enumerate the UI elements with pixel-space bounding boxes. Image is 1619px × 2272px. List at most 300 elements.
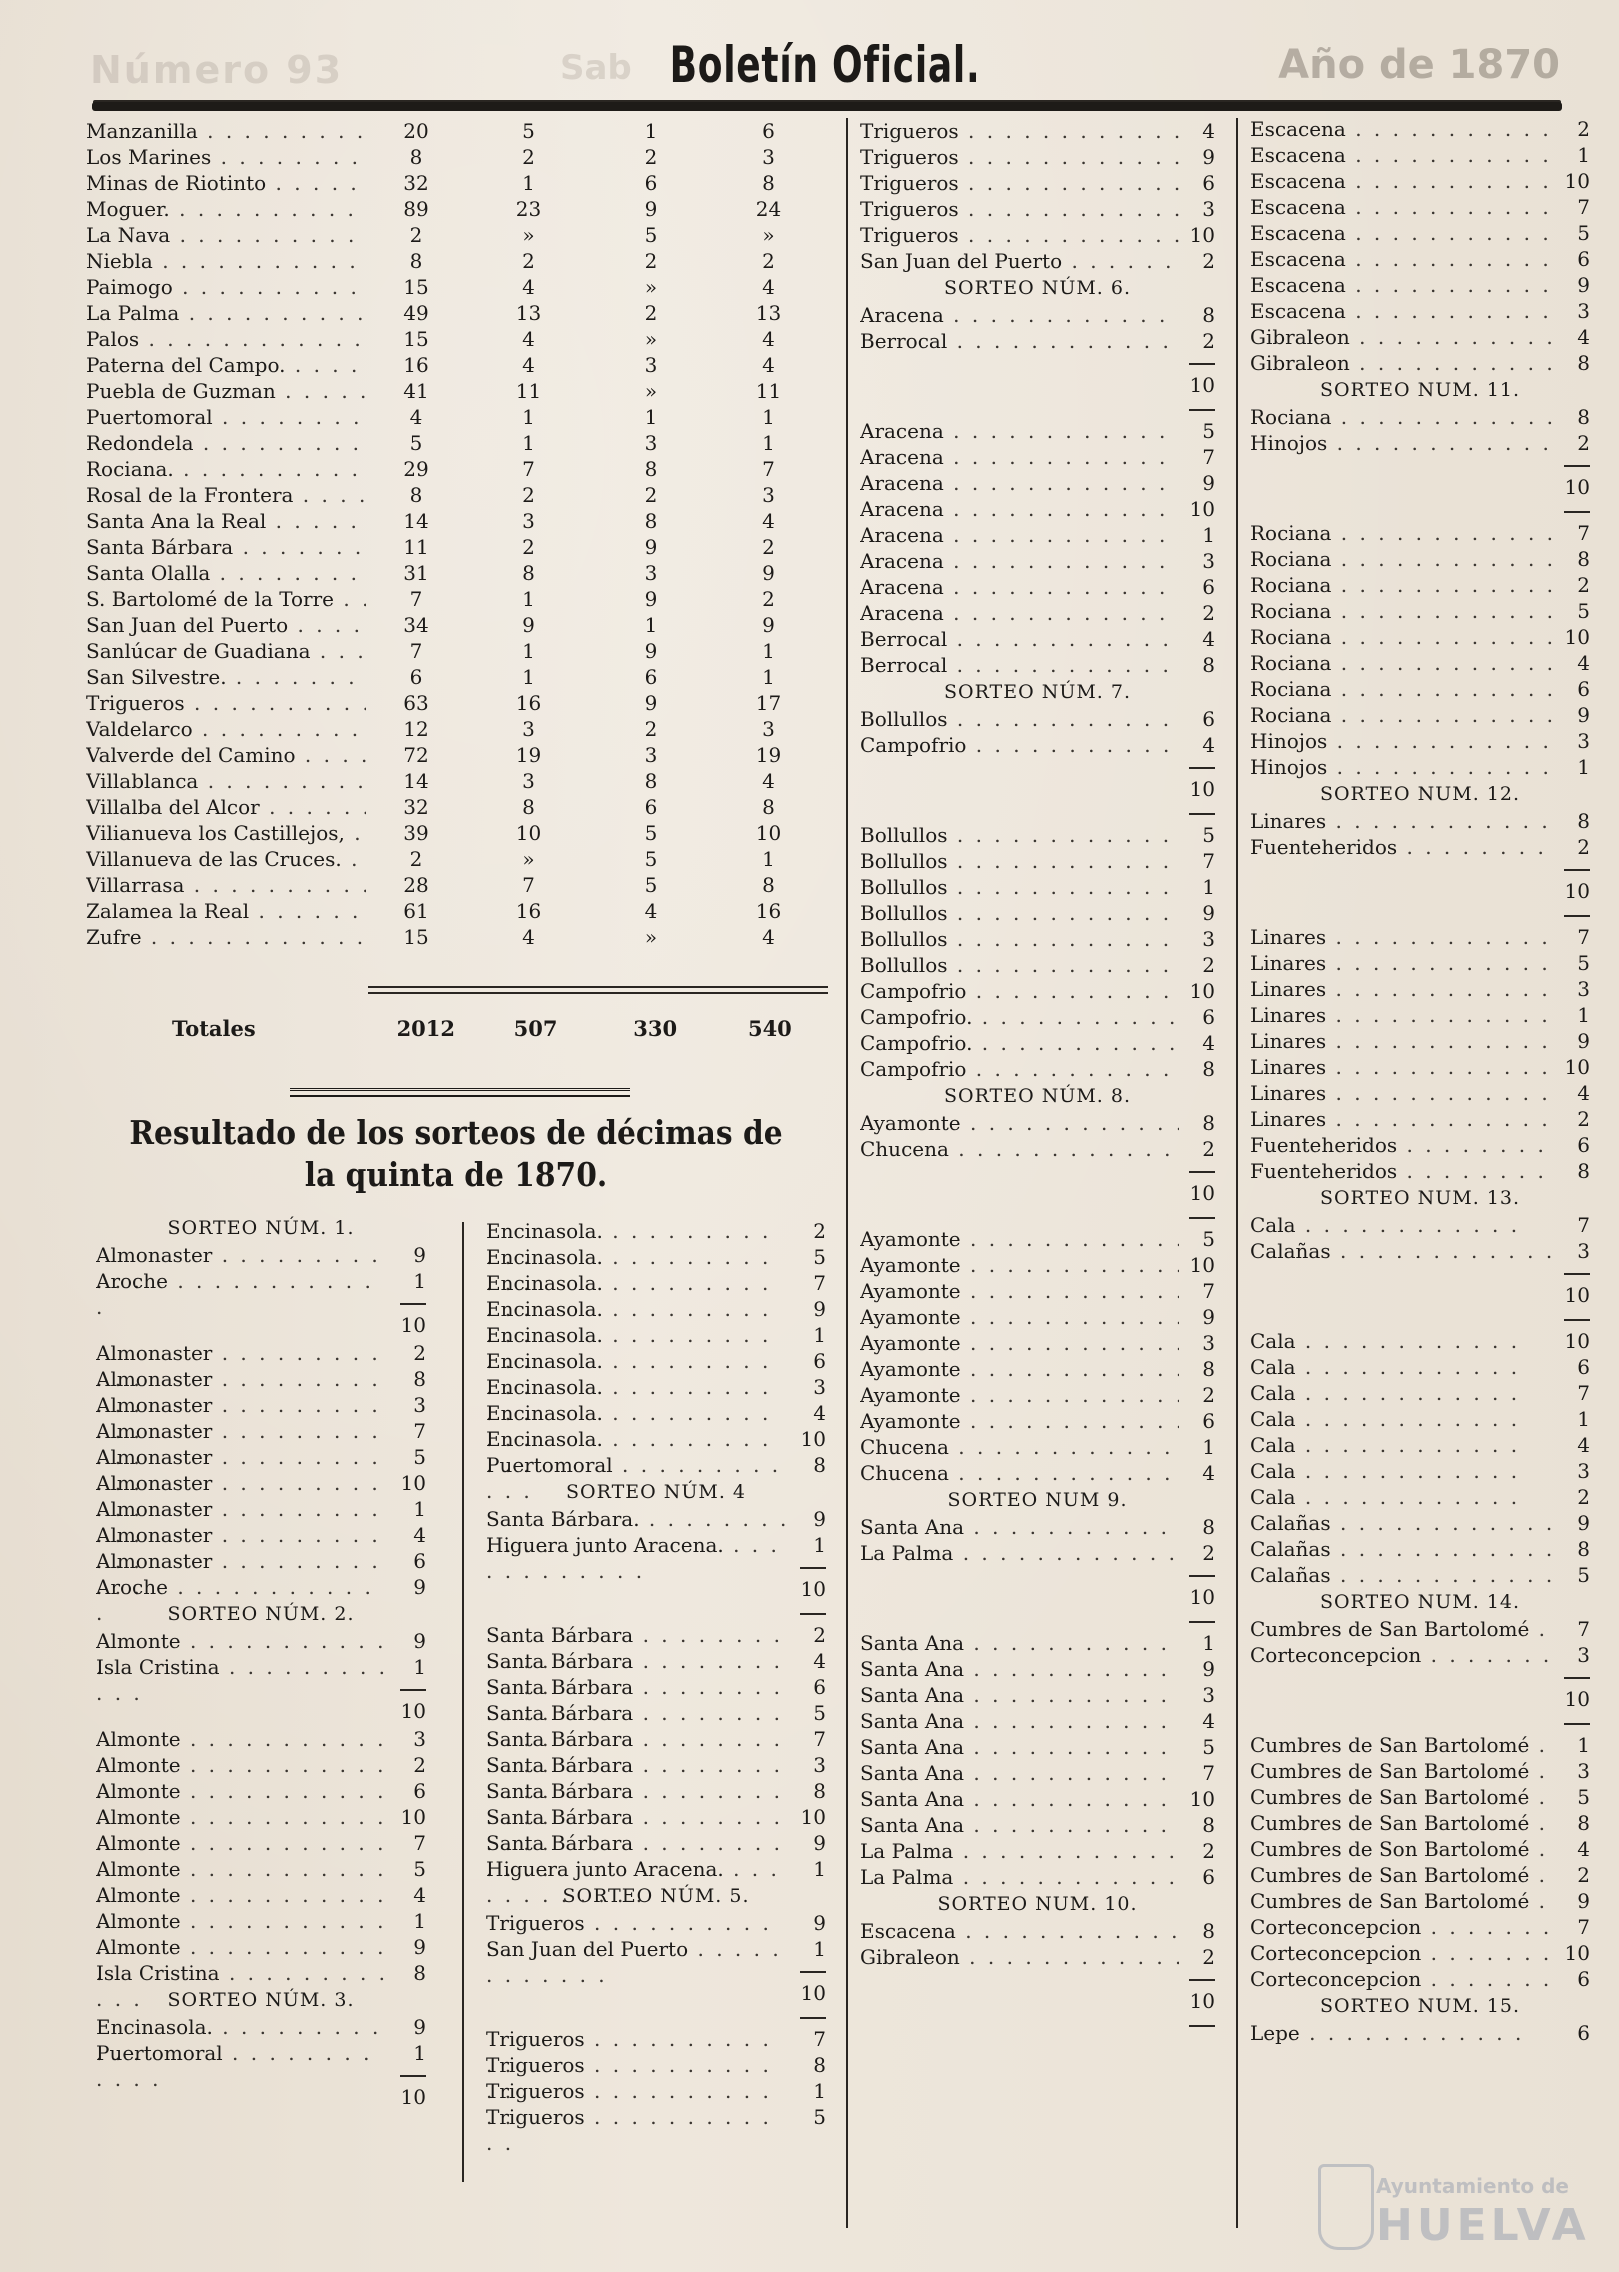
value-col-4: 8 [762,171,775,195]
list-item [860,196,1215,222]
town-name: Almonaster . [96,1444,390,1496]
list-item [1250,1028,1590,1054]
value-col-4: 3 [762,483,775,507]
draw-number: 1 [813,1937,826,1961]
value-col-1: 89 [403,197,429,221]
town-name: Almonaster . [96,1366,390,1418]
value-col-1: 8 [409,249,423,273]
town-name: Redondela . [86,430,366,456]
list-item [486,1910,826,1936]
town-name: Cumbres de San Bartolomé . [1250,1784,1554,1810]
list-item [96,1830,426,1856]
sorteo-total [1250,1282,1590,1310]
list-item [96,1574,426,1600]
draw-number: 10 [1189,497,1215,521]
value-col-4: 1 [762,639,775,663]
draw-number: 2 [1202,1137,1215,1161]
value-col-1: 63 [403,691,429,715]
value-col-4: 3 [762,717,775,741]
town-name: Linares . [1250,808,1554,834]
draw-number: 6 [413,1549,426,1573]
table-row [86,638,826,664]
town-name: Puertomoral . [86,404,366,430]
draw-number: 9 [813,1297,826,1321]
list-item [1250,1862,1590,1888]
value-col-3: 9 [644,587,658,611]
town-name: Corteconcepcion . [1250,1914,1554,1940]
value-col-1: 2 [409,223,423,247]
draw-number: 5 [1202,419,1215,443]
value-col-4: 19 [755,743,782,767]
list-item [1250,834,1590,860]
town-name: Rociana . [1250,520,1554,546]
list-item [860,118,1215,144]
value-col-4: 1 [762,847,775,871]
town-name: Encinasola. . [486,1296,790,1348]
sorteo-total [860,776,1215,804]
town-name: San Juan del Puerto . [860,248,1179,274]
list-item [860,1760,1215,1786]
sorteo-heading: SORTEO NÚM. 4 [566,1481,746,1503]
draw-number: 9 [1577,1511,1590,1535]
table-row [86,586,826,612]
value-col-1: 12 [403,717,429,741]
list-item [486,1244,826,1270]
draw-number: 7 [813,2027,826,2051]
sorteo-heading: SORTEO NÚM. 2. [167,1603,355,1625]
draw-number: 9 [813,1507,826,1531]
draw-number: 7 [1202,445,1215,469]
town-name: Villalba del Alcor . [86,794,366,820]
draw-number: 2 [413,1341,426,1365]
value-col-3: 2 [644,249,658,273]
totals-value-3: 330 [633,1016,678,1041]
list-item [1250,430,1590,456]
town-name: Trigueros . [486,2052,790,2104]
value-col-1: 15 [403,327,429,351]
list-item [860,170,1215,196]
town-name: Corteconcepcion . [1250,1642,1554,1668]
value-col-4: 4 [762,925,775,949]
draw-number: 7 [1202,1279,1215,1303]
town-name: Santa Bárbara . [486,1648,790,1700]
draw-number: 2 [1202,953,1215,977]
draw-number: 10 [1564,1329,1590,1353]
value-col-2: 13 [515,301,542,325]
draw-number: 3 [1202,1331,1215,1355]
sorteo-heading: SORTEO NUM. 14. [1319,1591,1521,1613]
list-item [1250,1406,1590,1432]
draw-number: 10 [1189,1253,1215,1277]
list-item [96,1856,426,1882]
sorteo-total [860,372,1215,400]
draw-number: 1 [1202,1631,1215,1655]
value-col-4: 24 [755,197,782,221]
town-name: Gibraleon . [860,1944,1179,1970]
value-col-2: » [522,847,535,871]
sorteo-heading: SORTEO NÚM. 6. [943,277,1132,299]
total-value: 10 [1189,1181,1215,1205]
list-item [1250,1132,1590,1158]
list-item [96,1628,426,1654]
draw-number: 2 [1202,1839,1215,1863]
totals-rule [368,986,828,988]
town-name: Escacena . [1250,168,1554,194]
list-item [860,1252,1215,1278]
list-item [96,2040,426,2066]
town-name: Manzanilla . [86,118,366,144]
town-name: Almonaster . [96,1470,390,1522]
value-col-3: 3 [644,743,658,767]
value-col-4: 9 [762,613,775,637]
sorteo-heading: SORTEO NÚM. 5. [562,1885,750,1907]
draw-number: 8 [1202,1111,1215,1135]
sorteo-heading: SORTEO NÚM. 3. [167,1989,355,2011]
draw-number: 5 [1202,823,1215,847]
draw-number: 7 [1577,1915,1590,1939]
draw-number: 7 [1577,521,1590,545]
value-col-2: 8 [522,795,535,819]
town-name: Trigueros . [86,690,366,716]
town-name: Rociana . [1250,676,1554,702]
draw-number: 9 [1202,1305,1215,1329]
sorteo-heading: SORTEO NUM. 11. [1319,379,1521,401]
list-item [1250,116,1590,142]
list-item [1250,1536,1590,1562]
list-item [96,1778,426,1804]
town-name: Fuenteheridos . [1250,834,1554,860]
draw-number: 8 [1577,1537,1590,1561]
year-stamp: Año de 1870 [1278,42,1560,88]
draw-number: 9 [413,2015,426,2039]
town-name: Ayamonte . [860,1356,1179,1382]
value-col-3: 9 [644,639,658,663]
list-item [860,822,1215,848]
town-name: Rociana . [1250,702,1554,728]
sorteo-total [860,1988,1215,2016]
draw-number: 10 [400,1805,426,1829]
table-row [86,846,826,872]
list-item [1250,598,1590,624]
town-name: Rociana . [1250,546,1554,572]
list-item [486,1322,826,1348]
draw-number: 8 [813,1453,826,1477]
draw-number: 9 [413,1935,426,1959]
list-item [486,1778,826,1804]
list-item [96,1392,426,1418]
draw-number: 5 [813,2105,826,2129]
town-name: Linares . [1250,976,1554,1002]
town-name: Santa Bárbara . [486,1674,790,1726]
list-item [860,1944,1215,1970]
table-row [86,742,826,768]
list-item [486,2078,826,2104]
town-name: Santa Bárbara . [486,1752,790,1804]
table-row [86,820,826,846]
list-item [1250,650,1590,676]
list-item [860,900,1215,926]
list-item [486,2052,826,2078]
town-name: Calañas . [1250,1536,1554,1562]
town-name: Villanueva de las Cruces. . [86,846,366,872]
total-dash [860,400,1215,418]
value-col-3: 8 [644,457,658,481]
value-col-2: 11 [515,379,542,403]
draw-number: 8 [1202,1919,1215,1943]
draw-number: 1 [413,1909,426,1933]
list-item [486,1374,826,1400]
table-row [86,118,826,144]
town-name: Ayamonte . [860,1382,1179,1408]
value-col-3: 5 [644,847,658,871]
draw-number: 5 [1202,1735,1215,1759]
list-item [1250,246,1590,272]
list-item [96,1960,426,1986]
draw-number: 3 [813,1753,826,1777]
draw-number: 4 [413,1523,426,1547]
town-name: Campofrio. . [860,1004,1179,1030]
value-col-3: 6 [644,171,658,195]
value-col-1: 32 [403,171,429,195]
draw-number: 8 [1202,1515,1215,1539]
list-item [1250,168,1590,194]
total-dash [860,354,1215,372]
list-item [860,1110,1215,1136]
draw-number: 4 [1577,325,1590,349]
town-name: Bollullos . [860,822,1179,848]
draw-number: 9 [813,1911,826,1935]
value-col-3: 2 [644,717,658,741]
draw-number: 2 [1202,601,1215,625]
value-col-1: 39 [403,821,429,845]
table-row [86,196,826,222]
value-col-3: 3 [644,431,658,455]
town-name: Almonaster . [96,1522,390,1574]
town-name: Ayamonte . [860,1110,1179,1136]
town-name: Ayamonte . [860,1278,1179,1304]
town-name: Cala . [1250,1212,1554,1238]
list-item [860,1356,1215,1382]
total-value: 10 [1189,777,1215,801]
town-name: Valverde del Camino . [86,742,366,768]
value-col-3: 8 [644,509,658,533]
draw-number: 2 [1577,1863,1590,1887]
value-col-1: 2 [409,847,423,871]
town-name: Almonte . [96,1934,390,1986]
list-item [860,144,1215,170]
town-name: Aracena . [860,470,1179,496]
value-col-4: 1 [762,665,775,689]
list-item [1250,1484,1590,1510]
draw-number: 6 [1577,1133,1590,1157]
table-row [86,326,826,352]
shield-icon [1318,2164,1374,2250]
town-name: Aracena . [860,496,1179,522]
town-name: Santa Ana . [860,1760,1179,1786]
town-name: Almonaster . [96,1496,390,1548]
total-dash [486,2008,826,2026]
total-dash [860,1566,1215,1584]
town-name: Ayamonte . [860,1226,1179,1252]
total-dash [860,1970,1215,1988]
list-item [1250,1940,1590,1966]
town-name: Fuenteheridos . [1250,1158,1554,1184]
town-name: Santa Bárbara . [486,1726,790,1778]
town-name: Escacena . [1250,220,1554,246]
draw-number: 10 [1564,1941,1590,1965]
value-col-1: 32 [403,795,429,819]
draw-number: 7 [1577,925,1590,949]
list-item [96,1496,426,1522]
total-value: 10 [400,1699,426,1723]
list-item [860,1918,1215,1944]
draw-number: 7 [413,1831,426,1855]
value-col-1: 49 [403,301,429,325]
value-col-4: 4 [762,327,775,351]
list-item [486,1296,826,1322]
list-item [860,470,1215,496]
value-col-1: 8 [409,483,423,507]
value-col-4: 10 [755,821,782,845]
list-item [486,1856,826,1882]
value-col-2: 2 [522,249,535,273]
list-item [486,1506,826,1532]
value-col-2: 23 [515,197,542,221]
list-item [860,496,1215,522]
value-col-3: » [644,275,658,299]
list-item [860,1304,1215,1330]
list-item [860,1864,1215,1890]
town-name: Campofrio . [860,732,1179,758]
list-item [486,1700,826,1726]
list-item [1250,1432,1590,1458]
list-item [860,1786,1215,1812]
town-name: Higuera junto Aracena. . [486,1856,790,1908]
list-item [486,1622,826,1648]
draw-number: 1 [1577,1407,1590,1431]
draw-number: 4 [1202,1031,1215,1055]
list-item [860,522,1215,548]
list-item [1250,1616,1590,1642]
town-name: Aracena . [860,418,1179,444]
list-item [486,1348,826,1374]
draw-number: 8 [1202,1057,1215,1081]
table-row [86,248,826,274]
table-row [86,560,826,586]
table-row [86,378,826,404]
value-col-1: 11 [403,535,429,559]
town-name: Puertomoral . [486,1452,790,1504]
sorteo-total [1250,878,1590,906]
draw-number: 3 [1577,1239,1590,1263]
draw-number: 4 [1202,1709,1215,1733]
town-name: Moguer. . [86,196,366,222]
list-item [1250,572,1590,598]
town-name: Gibraleon . [1250,350,1554,376]
value-col-2: 4 [522,925,535,949]
town-name: Rociana . [1250,404,1554,430]
list-item [860,302,1215,328]
draw-number: 10 [1189,223,1215,247]
town-name: Sanlúcar de Guadiana . [86,638,366,664]
value-col-4: 13 [755,301,782,325]
value-col-1: 7 [409,587,423,611]
town-name: Encinasola. . [486,1374,790,1426]
town-name: Villablanca . [86,768,366,794]
draw-number: 10 [1189,1787,1215,1811]
town-name: La Nava . [86,222,366,248]
draw-number: 6 [1202,171,1215,195]
top-rule [92,102,1562,111]
draw-number: 7 [1202,849,1215,873]
draw-number: 10 [400,1471,426,1495]
list-item [1250,1212,1590,1238]
total-dash [1250,1714,1590,1732]
town-name: Linares . [1250,1080,1554,1106]
town-name: Escacena . [1250,246,1554,272]
value-col-2: 1 [522,639,535,663]
list-item [96,1268,426,1294]
draw-number: 1 [1577,755,1590,779]
town-name: Santa Ana . [860,1786,1179,1812]
draw-number: 5 [413,1857,426,1881]
table-row [86,430,826,456]
town-name: Fuenteheridos . [1250,1132,1554,1158]
town-name: Cala . [1250,1406,1554,1432]
town-name: Linares . [1250,950,1554,976]
draw-number: 4 [1202,627,1215,651]
draw-number: 2 [813,1219,826,1243]
list-item [486,1648,826,1674]
value-col-1: 8 [409,145,423,169]
list-item [860,1540,1215,1566]
list-item [860,222,1215,248]
town-name: La Palma . [86,300,366,326]
draw-number: 5 [1577,951,1590,975]
town-name: Cumbres de San Bartolomé . [1250,1862,1554,1888]
town-name: Niebla . [86,248,366,274]
town-name: Aroche . [96,1574,390,1626]
list-item [1250,1836,1590,1862]
town-name: La Palma . [860,1838,1179,1864]
draw-number: 5 [1577,599,1590,623]
list-item [1250,220,1590,246]
list-item [1250,1002,1590,1028]
town-name: Palos . [86,326,366,352]
list-item [860,1656,1215,1682]
draw-number: 9 [413,1575,426,1599]
draw-number: 2 [1577,1107,1590,1131]
value-col-3: 2 [644,145,658,169]
sorteo-total [860,1584,1215,1612]
list-item [486,1400,826,1426]
value-col-3: 9 [644,691,658,715]
value-col-4: » [762,223,775,247]
list-item [96,1752,426,1778]
list-item [1250,1328,1590,1354]
town-name: Aracena . [860,548,1179,574]
town-name: Trigueros . [860,170,1179,196]
town-name: Almonte . [96,1778,390,1830]
draw-number: 3 [1577,1459,1590,1483]
value-col-3: 2 [644,301,658,325]
archive-watermark [1318,2160,1608,2250]
value-col-1: 4 [409,405,423,429]
town-name: Valdelarco . [86,716,366,742]
draw-number: 4 [1577,651,1590,675]
sorteos-column-1 [96,1214,426,2112]
town-name: Linares . [1250,924,1554,950]
